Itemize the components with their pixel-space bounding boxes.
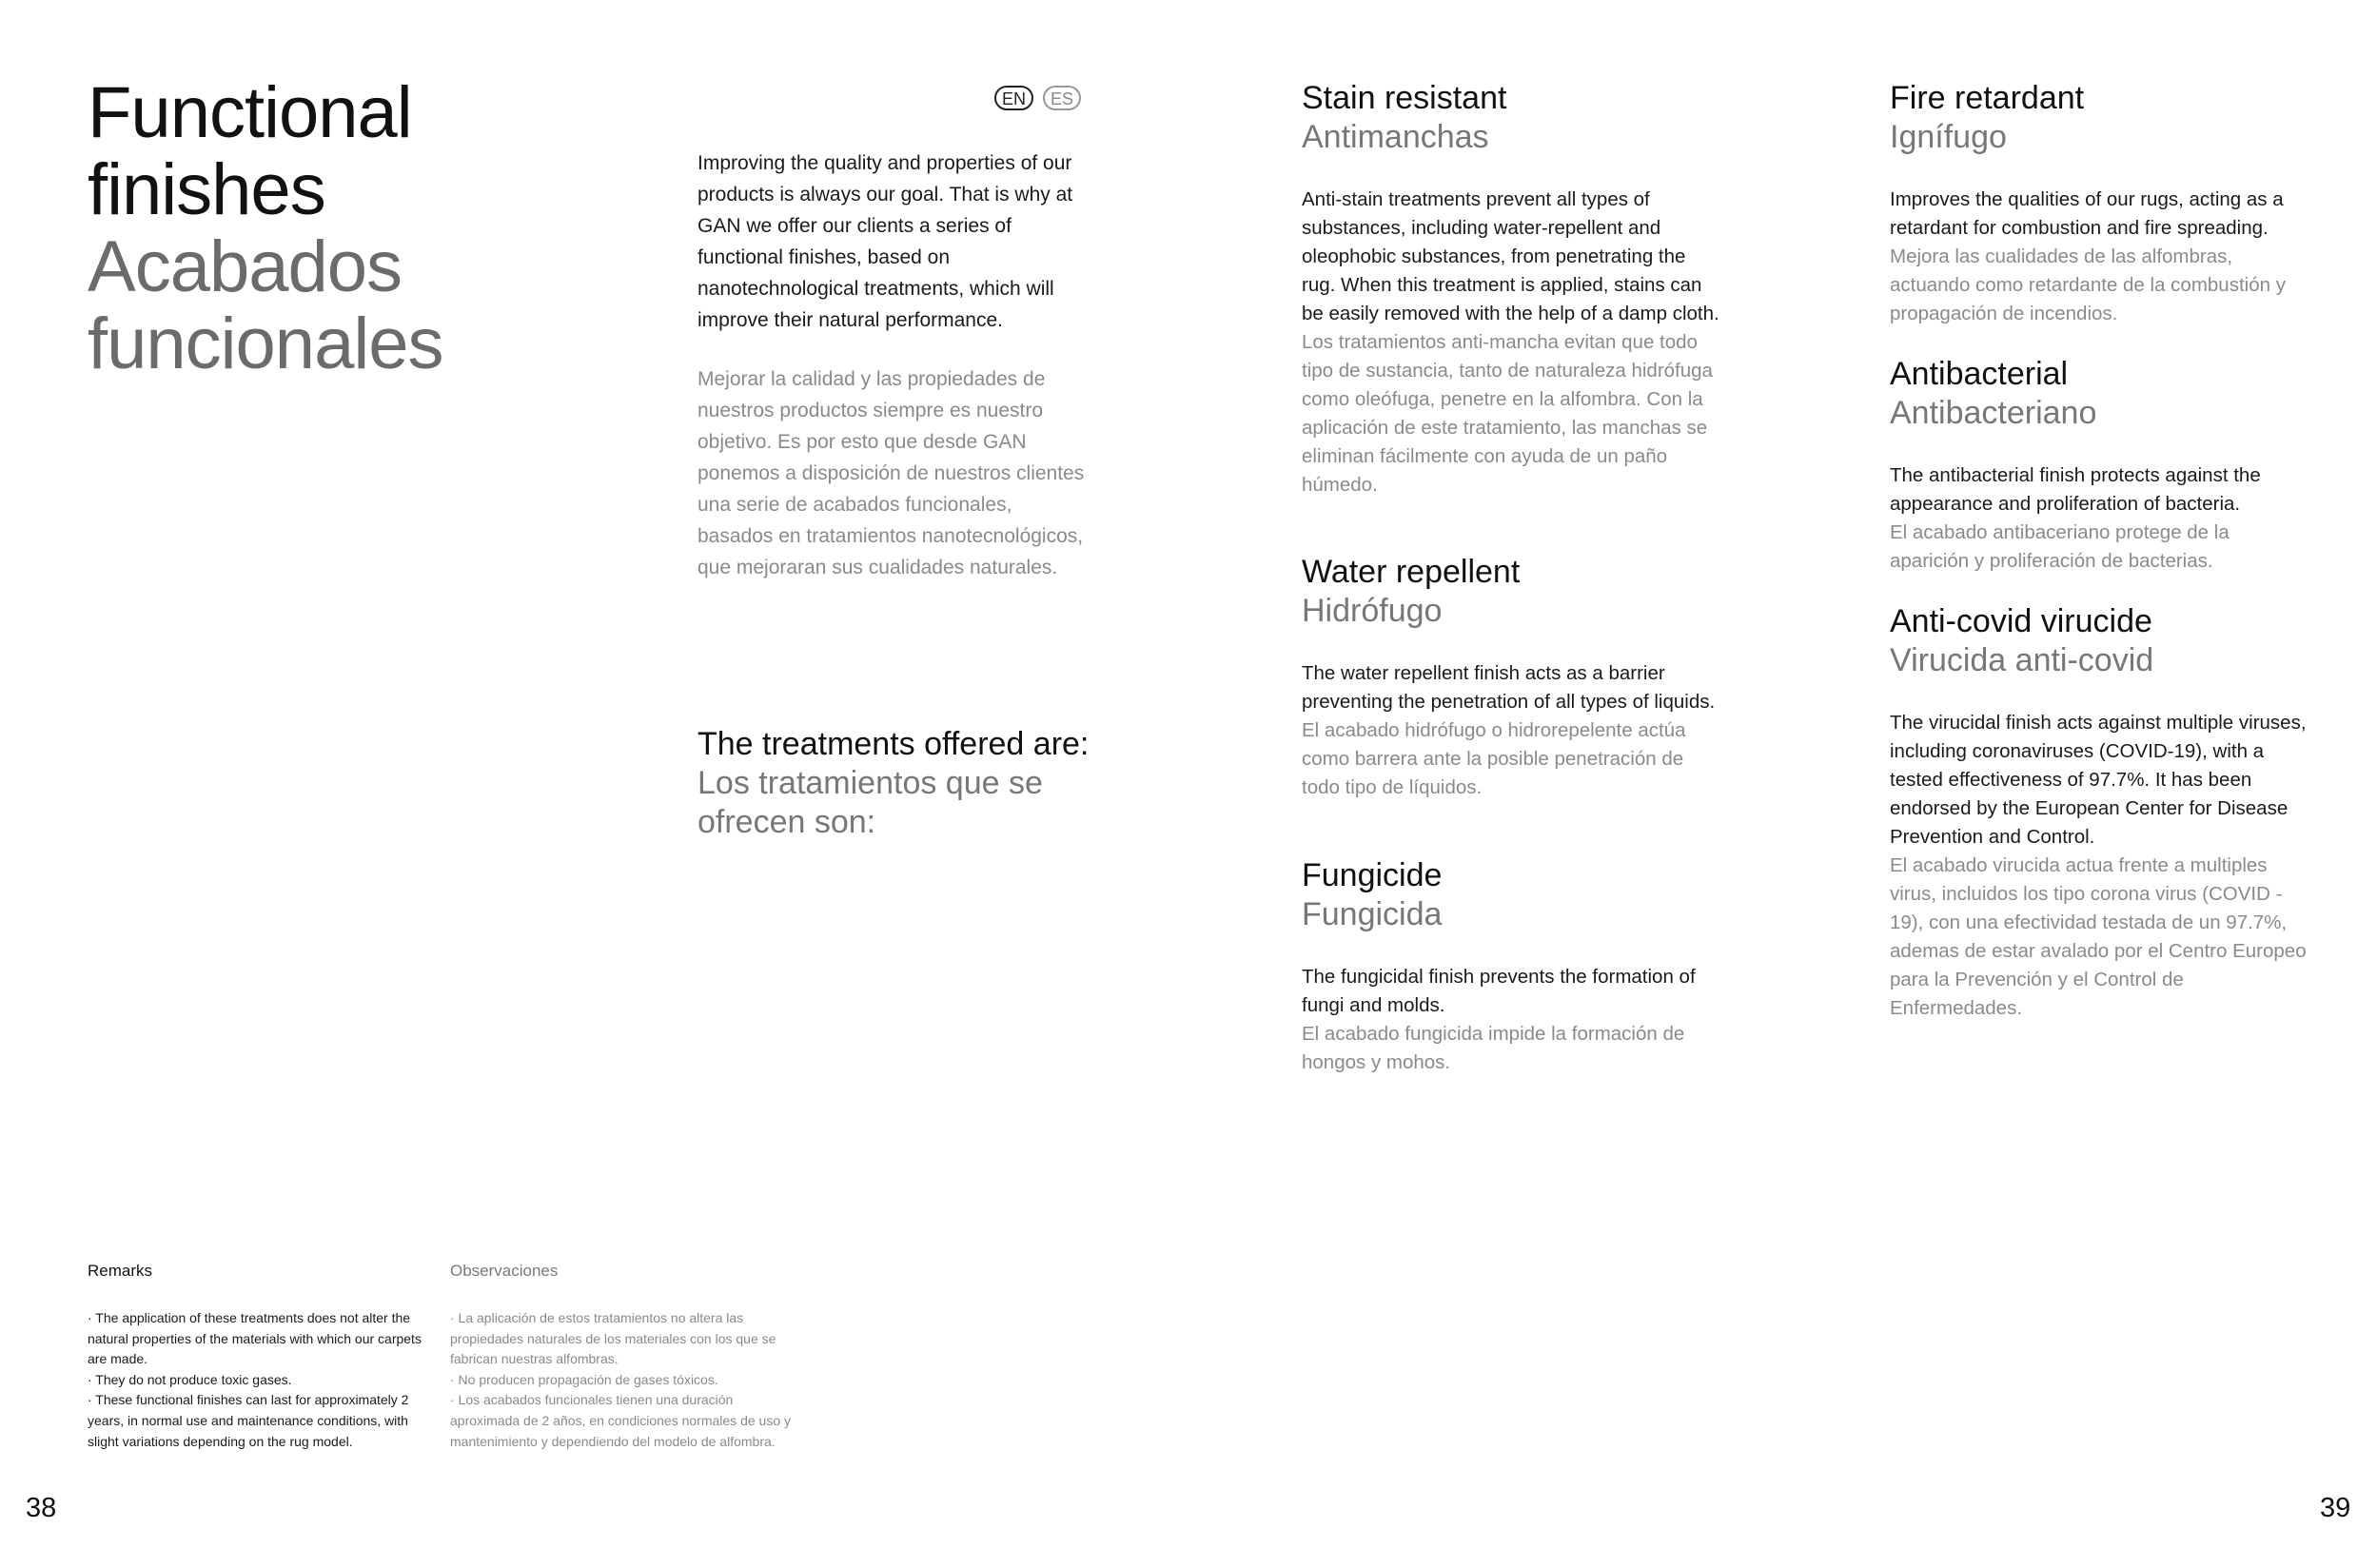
treatment-title-en: Water repellent [1302,554,1521,590]
treatment-body-en: The water repellent finish acts as a barrier preventing the penetration of all types of liquids. [1302,662,1716,713]
treatment-anti-covid-virucide [1890,602,2308,1023]
treatment-body-en: Improves the qualities of our rugs, acting as a retardant for combustion and fire spreading. [1890,188,2284,239]
treatment-body-en: Anti-stain treatments prevent all types of substances, including water-repellent and oleophobic substances, from penetrating the rug. When this treatment is applied, stains can be easily removed with the help of a damp cloth. [1302,188,1719,324]
language-toggle-es[interactable]: ES [1043,86,1081,110]
remark-item: · The application of these treatments does not alter the natural properties of the materials with which our carpets are made. [88,1310,422,1367]
remarks-list-es [450,1308,793,1452]
treatment-title-en: Anti-covid virucide [1890,603,2152,639]
treatment-body-es: El acabado fungicida impide la formación de hongos y mohos. [1302,1023,1685,1073]
title-es-line-2: funcionales [88,304,443,384]
treatment-title-en: Stain resistant [1302,80,1507,116]
treatment-body-es: El acabado antibaceriano protege de la aparición y proliferación de bacterias. [1890,521,2230,572]
treatment-body-es: El acabado virucida actua frente a multiples virus, incluidos los tipo corona virus (COVID - 19), con una efectividad testada de un 97.7%, ademas de estar avalado por el Centro Europeo para la Prevención y el Control de Enfermedades. [1890,854,2307,1019]
treatment-stain-resistant [1302,79,1720,500]
treatment-body-en: The virucidal finish acts against multiple viruses, including coronaviruses (COVID-19), with a tested effectiveness of 97.7%. It has been endorsed by the European Center for Disease Prevention and Control. [1890,712,2307,848]
language-toggle-en[interactable]: EN [994,86,1033,110]
treatment-body-es: Mejora las cualidades de las alfombras, actuando como retardante de la combustión y propagación de incendios. [1890,245,2286,324]
remarks-heading-en: Remarks [88,1262,153,1280]
treatments-heading-es: Los tratamientos que se ofrecen son: [697,765,1043,840]
treatment-body-en: The antibacterial finish protects against the appearance and proliferation of bacteria. [1890,464,2261,515]
remark-item: · Los acabados funcionales tienen una duración aproximada de 2 años, en condiciones normales de uso y mantenimiento y dependiendo del modelo de alfombra. [450,1392,791,1449]
treatment-title-en: Antibacterial [1890,356,2069,392]
treatments-heading-en: The treatments offered are: [697,726,1090,762]
treatment-title-es: Antibacteriano [1890,395,2097,431]
intro-paragraph-es: Mejorar la calidad y las propiedades de nuestros productos siempre es nuestro objetivo. Es por esto que desde GAN ponemos a disposición de nuestros clientes una serie de acabados funcionales, basados en tratamientos nanotecnológicos, que mejoraran sus cualidades naturales. [697,368,1085,578]
page-title-en [88,74,412,228]
treatment-title-es: Fungicida [1302,896,1443,932]
treatment-title-es: Ignífugo [1890,119,2007,155]
treatment-title-en: Fungicide [1302,857,1443,893]
title-es-line-1: Acabados [88,226,403,307]
title-en-line-1: Functional [88,72,412,153]
intro-paragraph-en: Improving the quality and properties of our products is always our goal. That is why at GAN we offer our clients a series of functional finishes, based on nanotechnological treatments, which will improve their natural performance. [697,152,1073,331]
treatment-antibacterial [1890,355,2308,576]
treatment-title-es: Antimanchas [1302,119,1489,155]
treatment-title-en: Fire retardant [1890,80,2085,116]
treatment-title-es: Hidrófugo [1302,593,1443,629]
page-number-left: 38 [26,1493,57,1523]
treatment-fire-retardant [1890,79,2308,328]
page-title-es [88,228,443,382]
treatment-body-es: El acabado hidrófugo o hidrorepelente actúa como barrera ante la posible penetración de todo tipo de líquidos. [1302,719,1686,798]
treatment-water-repellent [1302,553,1720,802]
remark-item: · No producen propagación de gases tóxicos. [450,1371,718,1387]
title-en-line-2: finishes [88,149,325,230]
remarks-heading-es: Observaciones [450,1262,559,1280]
treatment-fungicide [1302,856,1720,1077]
treatment-body-en: The fungicidal finish prevents the formation of fungi and molds. [1302,966,1696,1016]
treatment-body-es: Los tratamientos anti-mancha evitan que todo tipo de sustancia, tanto de naturaleza hidrófuga como oleófuga, penetre en la alfombra. Con la aplicación de este tratamiento, las manchas se eliminan fácilmente con ayuda de un paño húmedo. [1302,331,1713,496]
remark-item: · They do not produce toxic gases. [88,1371,292,1387]
remarks-list-en [88,1308,430,1452]
remark-item: · These functional finishes can last for approximately 2 years, in normal use and maintenance conditions, with slight variations depending on the rug model. [88,1392,409,1449]
remark-item: · La aplicación de estos tratamientos no altera las propiedades naturales de los materiales con los que se fabrican nuestras alfombras. [450,1310,776,1367]
treatment-title-es: Virucida anti-covid [1890,642,2154,678]
page-number-right: 39 [2320,1493,2351,1523]
